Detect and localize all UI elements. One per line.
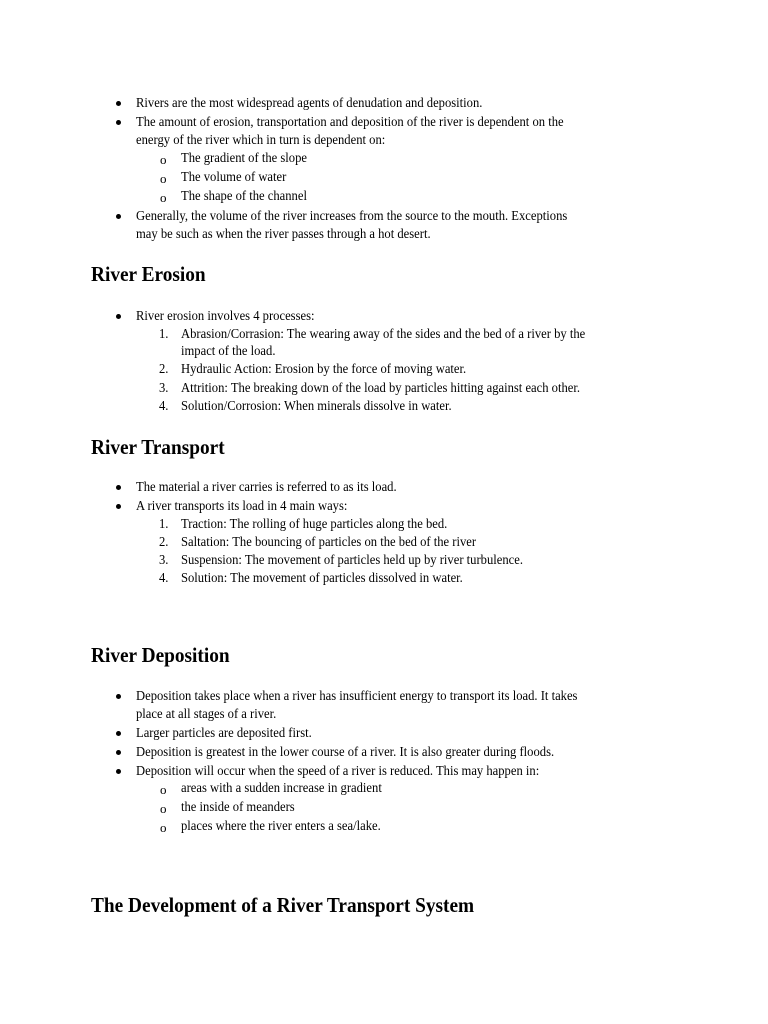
section-heading-erosion: River Erosion (91, 262, 206, 286)
erosion-item-3: Attrition: The breaking down of the load by particles hitting against each other. (181, 381, 581, 396)
sub-bullet-icon: o (160, 190, 167, 205)
deposition-bullet-3: Deposition is greatest in the lower course of a river. It is also greater during floods. (136, 745, 555, 760)
bullet-icon (116, 120, 121, 125)
sub-bullet-icon: o (160, 782, 167, 797)
intro-bullet-3-line-2: may be such as when the river passes through a hot desert. (136, 227, 431, 242)
erosion-item-1-line-2: impact of the load. (181, 344, 276, 359)
intro-sub-item: The gradient of the slope (181, 151, 307, 166)
intro-bullet-2-line-1: The amount of erosion, transportation and deposition of the river is dependent on the (136, 115, 564, 130)
bullet-icon (116, 101, 121, 106)
erosion-bullet-1: River erosion involves 4 processes: (136, 309, 315, 324)
intro-bullet-3-line-1: Generally, the volume of the river increases from the source to the mouth. Exceptions (136, 209, 568, 224)
transport-bullet-2: A river transports its load in 4 main ways: (136, 499, 348, 514)
numbered-item-number: 3. (159, 553, 169, 568)
bullet-icon (116, 314, 121, 319)
erosion-item-1-line-1: Abrasion/Corrasion: The wearing away of the sides and the bed of a river by the (181, 327, 586, 342)
bullet-icon (116, 214, 121, 219)
transport-item-3: Suspension: The movement of particles held up by river turbulence. (181, 553, 523, 568)
sub-bullet-icon: o (160, 171, 167, 186)
bullet-icon (116, 504, 121, 509)
deposition-sub-item: the inside of meanders (181, 800, 295, 815)
deposition-bullet-2: Larger particles are deposited first. (136, 726, 312, 741)
sub-bullet-icon: o (160, 820, 167, 835)
intro-sub-item: The shape of the channel (181, 189, 307, 204)
bullet-icon (116, 769, 121, 774)
deposition-sub-item: places where the river enters a sea/lake. (181, 819, 381, 834)
section-heading-deposition: River Deposition (91, 643, 230, 667)
bullet-icon (116, 750, 121, 755)
deposition-bullet-1-line-2: place at all stages of a river. (136, 707, 277, 722)
transport-bullet-1: The material a river carries is referred to as its load. (136, 480, 397, 495)
numbered-item-number: 1. (159, 517, 169, 532)
bullet-icon (116, 731, 121, 736)
numbered-item-number: 4. (159, 399, 169, 414)
numbered-item-number: 1. (159, 327, 169, 342)
sub-bullet-icon: o (160, 152, 167, 167)
numbered-item-number: 3. (159, 381, 169, 396)
intro-sub-item: The volume of water (181, 170, 287, 185)
bullet-icon (116, 694, 121, 699)
intro-bullet-2-line-2: energy of the river which in turn is dependent on: (136, 133, 386, 148)
numbered-item-number: 4. (159, 571, 169, 586)
section-heading-transport: River Transport (91, 435, 225, 459)
bullet-icon (116, 485, 121, 490)
numbered-item-number: 2. (159, 535, 169, 550)
erosion-item-2: Hydraulic Action: Erosion by the force of moving water. (181, 362, 467, 377)
deposition-bullet-4: Deposition will occur when the speed of a river is reduced. This may happen in: (136, 764, 540, 779)
transport-item-1: Traction: The rolling of huge particles along the bed. (181, 517, 448, 532)
transport-item-2: Saltation: The bouncing of particles on the bed of the river (181, 535, 477, 550)
erosion-item-4: Solution/Corrosion: When minerals dissolve in water. (181, 399, 452, 414)
section-heading-development: The Development of a River Transport System (91, 893, 475, 917)
intro-bullet-1: Rivers are the most widespread agents of denudation and deposition. (136, 96, 483, 111)
deposition-sub-item: areas with a sudden increase in gradient (181, 781, 382, 796)
transport-item-4: Solution: The movement of particles dissolved in water. (181, 571, 463, 586)
numbered-item-number: 2. (159, 362, 169, 377)
deposition-bullet-1-line-1: Deposition takes place when a river has insufficient energy to transport its load. It takes (136, 689, 578, 704)
sub-bullet-icon: o (160, 801, 167, 816)
